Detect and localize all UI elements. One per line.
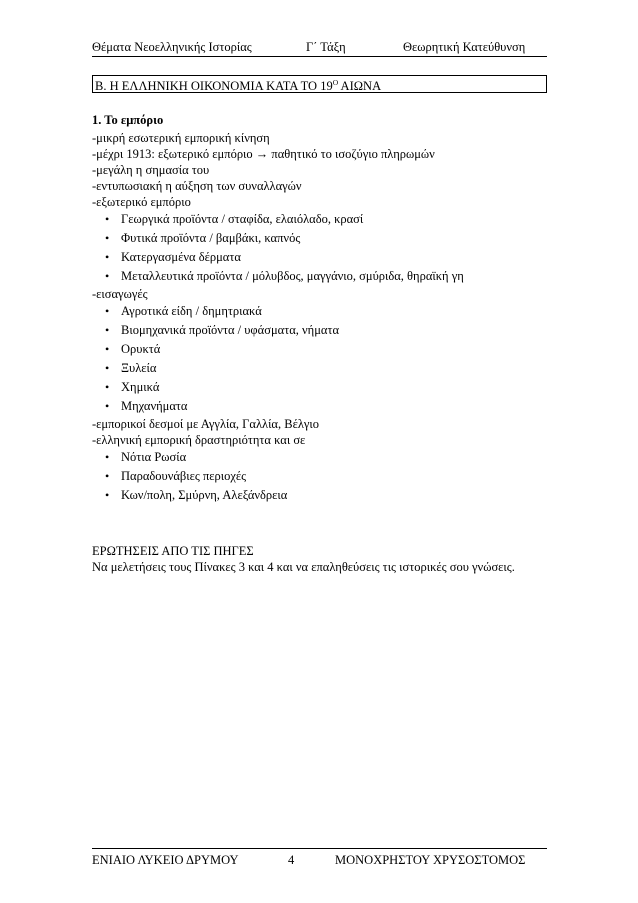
text-line: -εντυπωσιακή η αύξηση των συναλλαγών [92,179,302,193]
bullet-icon: • [105,342,110,356]
list-item: • Ορυκτά [92,340,552,359]
bullet-icon: • [105,231,110,245]
imports-list [92,302,552,416]
list-item: • Μηχανήματα [92,397,552,416]
bullet-icon: • [105,380,110,394]
spacer [92,505,552,524]
sources-heading: ΕΡΩΤΗΣΕΙΣ ΑΠΟ ΤΙΣ ΠΗΓΕΣ [92,544,254,558]
page-footer [92,848,547,869]
list-item: • Φυτικά προϊόντα / βαμβάκι, καπνός [92,229,552,248]
list-item: • Κατεργασμένα δέρματα [92,248,552,267]
header-track: Θεωρητική Κατεύθυνση [403,40,526,54]
bullet-icon: • [105,399,110,413]
list-item: • Νότια Ρωσία [92,448,552,467]
list-item: • Γεωργικά προϊόντα / σταφίδα, ελαιόλαδο, κρασί [92,210,552,229]
list-item: • Βιομηχανικά προϊόντα / υφάσματα, νήματα [92,321,552,340]
bullet-icon: • [105,250,110,264]
text-line-trade-ties: -εμπορικοί δεσμοί με Αγγλία, Γαλλία, Βέλγιο [92,417,320,431]
text-line-trade-activity: -ελληνική εμπορική δραστηριότητα και σε [92,433,306,447]
imports-label: -εισαγωγές [92,287,148,301]
exports-list [92,210,552,286]
subsection-title: 1. Το εμπόριο [92,113,164,127]
text-line-balance: -μέχρι 1913: εξωτερικό εμπόριο → παθητικό το ισοζύγιο πληρωμών [92,147,435,161]
list-item: • Κων/πολη, Σμύρνη, Αλεξάνδρεια [92,486,552,505]
text-line: -μεγάλη η σημασία του [92,163,210,177]
footer-school: ΕΝΙΑΙΟ ΛΥΚΕΙΟ ΔΡΥΜΟΥ [92,853,239,867]
list-item: • Χημικά [92,378,552,397]
bullet-icon: • [105,323,110,337]
header-grade: Γ΄ Τάξη [306,40,346,54]
footer-page-number: 4 [288,853,295,867]
main-content [92,110,552,575]
page-header [92,38,547,57]
spacer [92,524,552,543]
sources-question: Να μελετήσεις τους Πίνακες 3 και 4 και να επαληθεύσεις τις ιστορικές σου γνώσεις. [92,560,515,574]
bullet-icon: • [105,304,110,318]
text-line: -μικρή εσωτερική εμπορική κίνηση [92,131,270,145]
bullet-icon: • [105,469,110,483]
list-item: • Ξυλεία [92,359,552,378]
header-course-title: Θέματα Νεοελληνικής Ιστορίας [92,40,252,54]
list-item: • Αγροτικά είδη / δημητριακά [92,302,552,321]
regions-list [92,448,552,505]
section-title: Β. Η ΕΛΛΗΝΙΚΗ ΟΙΚΟΝΟΜΙΑ ΚΑΤΑ ΤΟ $19^O$ ΑΙΩΝΑ [95,78,382,93]
list-item: • Μεταλλευτικά προϊόντα / μόλυβδος, μαγγάνιο, σμύριδα, θηραϊκή γη [92,267,552,286]
bullet-icon: • [105,212,110,226]
bullet-icon: • [105,361,110,375]
text-line: -εξωτερικό εμπόριο [92,195,191,209]
list-item: • Παραδουνάβιες περιοχές [92,467,552,486]
bullet-icon: • [105,269,110,283]
bullet-icon: • [105,450,110,464]
bullet-icon: • [105,488,110,502]
section-title-superscript: Ο [332,78,339,87]
arrow-right-icon: → [255,147,269,161]
footer-author: ΜΟΝΟΧΡΗΣΤΟΥ ΧΡΥΣΟΣΤΟΜΟΣ [335,853,526,867]
section-title-box [92,75,547,93]
